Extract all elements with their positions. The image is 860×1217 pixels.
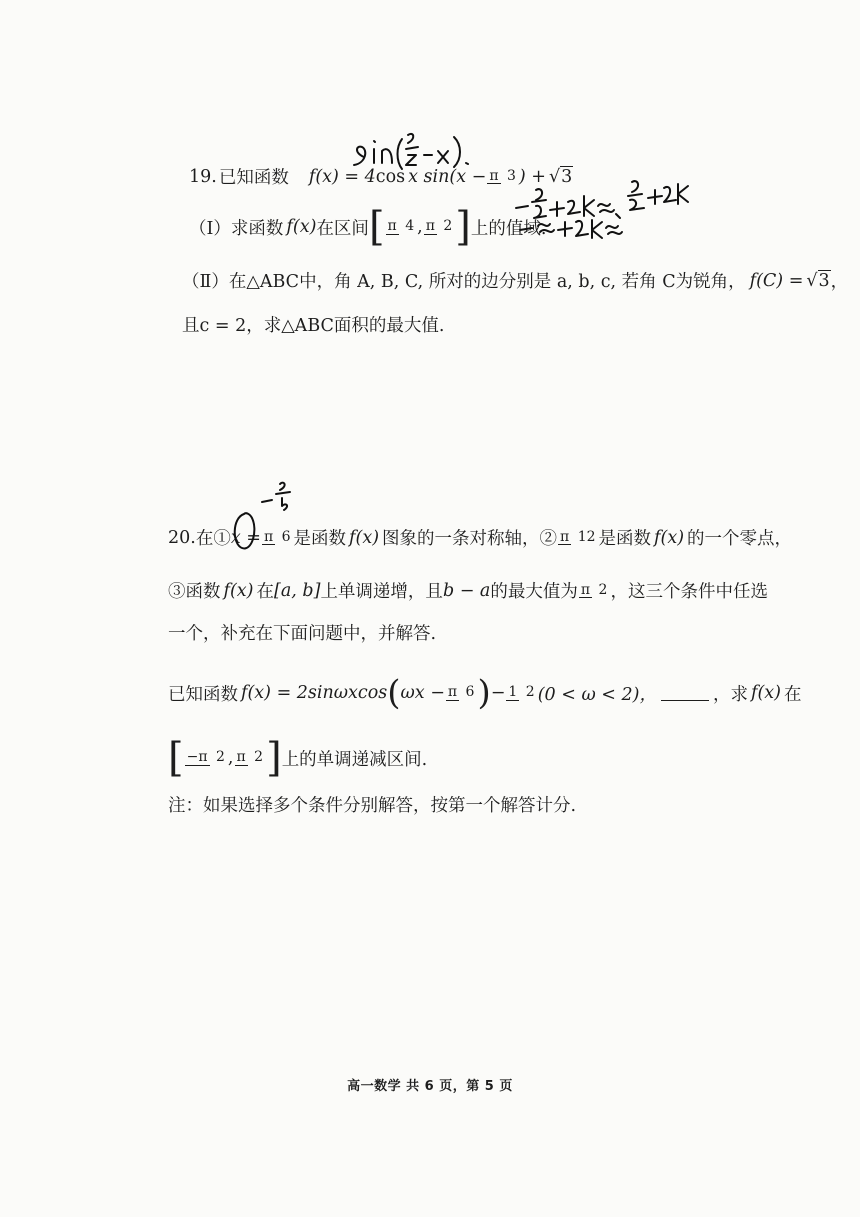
q20-c2-tail: 是函数: [598, 529, 652, 549]
frac-den: 2: [598, 581, 608, 598]
handwriting-interval-annotation: [512, 166, 692, 246]
q20-line2: [168, 578, 768, 603]
q19-intro: 已知函数: [218, 168, 289, 188]
q19-part1-interval-text: 在区间: [316, 218, 369, 239]
comma: ,: [417, 217, 423, 237]
left-paren: (: [387, 673, 401, 713]
q20-bma: b − a: [442, 580, 491, 601]
frac-den: 4: [405, 218, 415, 235]
q20-c1-tail: 是函数: [293, 529, 347, 549]
q19-part2-fc: f(C) =: [749, 270, 804, 291]
q20-c3-c: 上单调递增，且: [320, 582, 443, 602]
radicand: 3: [561, 167, 573, 187]
q19-sqrt3: √3: [548, 167, 573, 187]
frac-den: 2: [443, 218, 453, 235]
right-paren: ): [477, 673, 491, 713]
comma: ,: [227, 748, 234, 768]
q19-part2-line1: [182, 268, 848, 293]
q20-given-minus: −: [490, 683, 506, 703]
q20-prefix: 在①: [195, 529, 231, 549]
q19-part2-text: （Ⅱ）在△ABC中，角 A, B, C, 所对的边分别是 a, b, c, 若角 C为锐角，: [182, 272, 746, 292]
q20-pi-over-2b: [235, 750, 266, 766]
q20-c3-b: 在: [256, 582, 275, 602]
frac-num: π: [425, 218, 435, 235]
frac-den: 2: [254, 749, 264, 766]
q20-c1-end: 图象的一条对称轴，②: [382, 529, 558, 549]
q20-fx: f(x): [654, 527, 685, 548]
q20-c3-e: ，这三个条件中任选: [610, 582, 768, 602]
q20-given-cond: (0 < ω < 2)，: [537, 684, 657, 705]
q19-formula-lhs: f(x) = 4: [308, 166, 376, 187]
q19-formula-end: ) +: [518, 166, 546, 187]
q20-line3-text: 一个，补充在下面问题中，并解答.: [168, 624, 437, 644]
q19-formula-cos: cos: [375, 166, 406, 187]
q20-given-fx: f(x) = 2sinωxcos: [241, 683, 388, 703]
frac-num: 1: [508, 684, 518, 701]
q20-fx: f(x): [750, 683, 781, 703]
q20-given: [168, 673, 802, 713]
frac-den: 3: [506, 167, 516, 184]
q19-part1: [189, 204, 547, 250]
frac-den: 6: [465, 684, 475, 701]
q20-given-a: 已知函数: [168, 684, 238, 705]
q20-line3: [168, 620, 436, 645]
frac-num: π: [387, 218, 397, 235]
q20-neg-pi-over-2: [185, 750, 227, 766]
fill-in-blank[interactable]: [661, 686, 709, 701]
frac-num: π: [580, 581, 591, 598]
q19-part1-fx: f(x): [286, 217, 317, 237]
right-bracket: ]: [455, 204, 471, 250]
q20-number: 20.: [168, 527, 196, 548]
q19-pi-over-4: [386, 219, 417, 235]
q19-part2-line2: [182, 312, 444, 337]
radicand: 3: [818, 271, 830, 291]
frac-num: π: [236, 749, 246, 766]
q20-c2-end: 的一个零点，: [687, 529, 793, 549]
q19-part2-line2-text: 且c = 2，求△ABC面积的最大值.: [182, 316, 445, 336]
q20-interval-tail: 上的单调递减区间.: [281, 749, 428, 770]
q19-part1-label: （Ⅰ）求函数: [189, 218, 284, 239]
q19-part2-end: ，: [830, 272, 849, 292]
q19-number: 19.: [189, 166, 217, 187]
handwriting-sin-annotation: [350, 125, 490, 175]
q20-c3-a: ③函数: [168, 582, 221, 602]
q19-part2-sqrt3: √3: [806, 271, 830, 291]
left-bracket: [: [168, 735, 184, 781]
q20-note-text: 注：如果选择多个条件分别解答，按第一个解答计分.: [168, 796, 577, 816]
q20-c3-d: 的最大值为: [490, 582, 578, 602]
frac-num: π: [560, 528, 570, 545]
q20-fx: f(x): [223, 580, 254, 601]
frac-den: 2: [216, 749, 225, 766]
q20-given-tail: ，求: [712, 684, 748, 705]
frac-num: π: [489, 167, 499, 184]
q19-part1-tail: 上的值域.: [470, 218, 547, 239]
frac-den: 6: [281, 528, 291, 545]
left-bracket: [: [368, 204, 385, 250]
q20-interval-line: [168, 735, 428, 781]
q20-fx: f(x): [349, 527, 380, 548]
q19-pi-over-2: [424, 219, 455, 235]
q20-x-eq: x =: [230, 527, 261, 548]
q20-given-end: 在: [783, 684, 802, 705]
frac-den: 12: [577, 528, 596, 545]
q20-given-pi-over-6: [446, 685, 477, 701]
q19-formula-mid: x sin(x −: [408, 166, 487, 187]
frac-num: π: [263, 528, 274, 545]
page-footer: 高一数学 共 6 页，第 5 页: [347, 1079, 513, 1094]
q20-pi-over-2: [579, 583, 610, 599]
frac-num: π: [447, 684, 458, 701]
q20-given-inner: ωx −: [400, 683, 445, 703]
q20-ab: [a, b]: [274, 580, 321, 601]
q20-pi-over-12: [558, 530, 597, 546]
frac-num: −π: [186, 749, 208, 766]
handwriting-circle-annotation: [226, 478, 306, 558]
q20-note: [168, 792, 576, 817]
frac-den: 2: [525, 684, 535, 701]
q20-given-one-half: [506, 685, 536, 701]
right-bracket: ]: [266, 735, 282, 781]
